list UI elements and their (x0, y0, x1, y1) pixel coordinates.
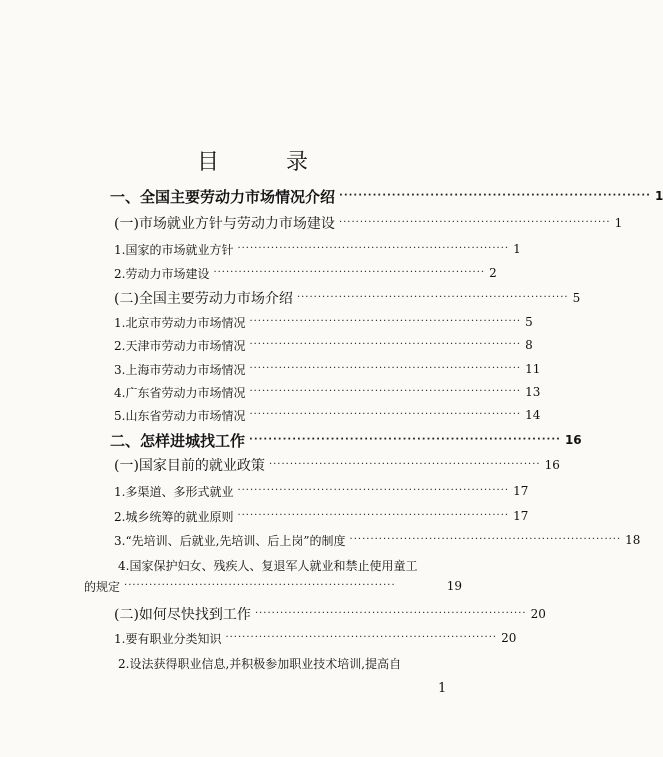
toc-entry-text: 2.设法获得职业信息,并积极参加职业技术培训,提高自 (118, 657, 402, 671)
entry-text: 一、全国主要劳动力市场情况介绍 (110, 187, 336, 206)
toc-entry (114, 335, 533, 355)
toc-entry (114, 628, 517, 648)
entry-page: 20 (501, 631, 517, 645)
toc-entry (114, 312, 533, 332)
leader-dots: ································································· (249, 316, 522, 327)
toc-entry (84, 576, 462, 596)
leader-dots: ································································· (249, 409, 522, 420)
entry-page: 2 (489, 266, 497, 280)
entry-text: (二)如何尽快找到工作 (114, 607, 251, 623)
entry-page: 5 (525, 315, 533, 329)
toc-entry (114, 382, 541, 402)
toc-entry (114, 455, 560, 475)
entry-page: 14 (525, 408, 541, 422)
page-title: 目 录 (197, 150, 338, 175)
leader-dots: ································································· (213, 267, 486, 278)
entry-text: 1.多渠道、多形式就业 (114, 484, 234, 499)
leader-dots: ································································· (237, 485, 510, 496)
entry-page: 1 (513, 242, 521, 256)
entry-page: 1 (614, 216, 623, 230)
entry-page: 16 (544, 458, 560, 472)
page-number: 1 (438, 681, 447, 696)
entry-text: 4.广东省劳动力市场情况 (114, 385, 246, 400)
entry-text: 1.要有职业分类知识 (114, 631, 222, 646)
entry-page: 16 (564, 433, 582, 447)
leader-dots: ································································· (249, 434, 561, 445)
leader-dots: ································································· (124, 580, 396, 591)
toc-entry (114, 604, 546, 624)
entry-text: 3.上海市劳动力市场情况 (114, 362, 246, 377)
entry-text: 的规定 (84, 579, 121, 594)
toc-entry (114, 263, 497, 283)
entry-page: 18 (625, 533, 641, 547)
entry-page: 1 (654, 189, 663, 203)
entry-text: (一)国家目前的就业政策 (114, 458, 265, 474)
entry-text: 2.城乡统筹的就业原则 (114, 509, 234, 524)
leader-dots: ································································· (339, 190, 651, 201)
entry-text: 2.劳动力市场建设 (114, 266, 210, 281)
entry-page: 19 (446, 579, 462, 593)
entry-page: 11 (525, 362, 541, 376)
entry-page: 17 (513, 484, 529, 498)
leader-dots: ································································· (338, 217, 611, 228)
leader-dots: ································································· (349, 534, 622, 545)
entry-text: 5.山东省劳动力市场情况 (114, 408, 246, 423)
leader-dots: ································································· (249, 339, 522, 350)
leader-dots: ································································· (296, 292, 569, 303)
leader-dots: ································································· (249, 386, 522, 397)
entry-page: 13 (525, 385, 541, 399)
toc-entry (114, 288, 581, 308)
toc-entry (114, 405, 541, 425)
entry-text: 二、怎样进城找工作 (110, 431, 246, 450)
entry-text: (二)全国主要劳动力市场介绍 (114, 291, 293, 307)
toc-entry (114, 213, 623, 233)
toc-entry (110, 186, 663, 206)
leader-dots: ································································· (225, 632, 498, 643)
leader-dots: ································································· (249, 363, 522, 374)
entry-text: 3.“先培训、后就业,先培训、后上岗”的制度 (114, 533, 346, 548)
toc-entry-text: 4.国家保护妇女、残疾人、复退军人就业和禁止使用童工 (118, 559, 418, 573)
entry-text: 1.国家的市场就业方针 (114, 242, 234, 257)
leader-dots: ································································· (254, 608, 527, 619)
leader-dots: ································································· (237, 243, 510, 254)
entry-text: (一)市场就业方针与劳动力市场建设 (114, 216, 335, 232)
entry-page: 5 (572, 291, 581, 305)
toc-entry (114, 530, 641, 550)
toc-entry (114, 481, 529, 501)
toc-entry (114, 506, 529, 526)
entry-page: 8 (525, 338, 533, 352)
toc-entry (114, 359, 541, 379)
leader-dots: ································································· (237, 510, 510, 521)
toc-entry (110, 430, 582, 450)
entry-page: 20 (530, 607, 546, 621)
entry-text: 1.北京市劳动力市场情况 (114, 315, 246, 330)
entry-text: 2.天津市劳动力市场情况 (114, 338, 246, 353)
entry-page: 17 (513, 509, 529, 523)
leader-dots: ································································· (268, 459, 541, 470)
toc-entry (114, 239, 521, 259)
